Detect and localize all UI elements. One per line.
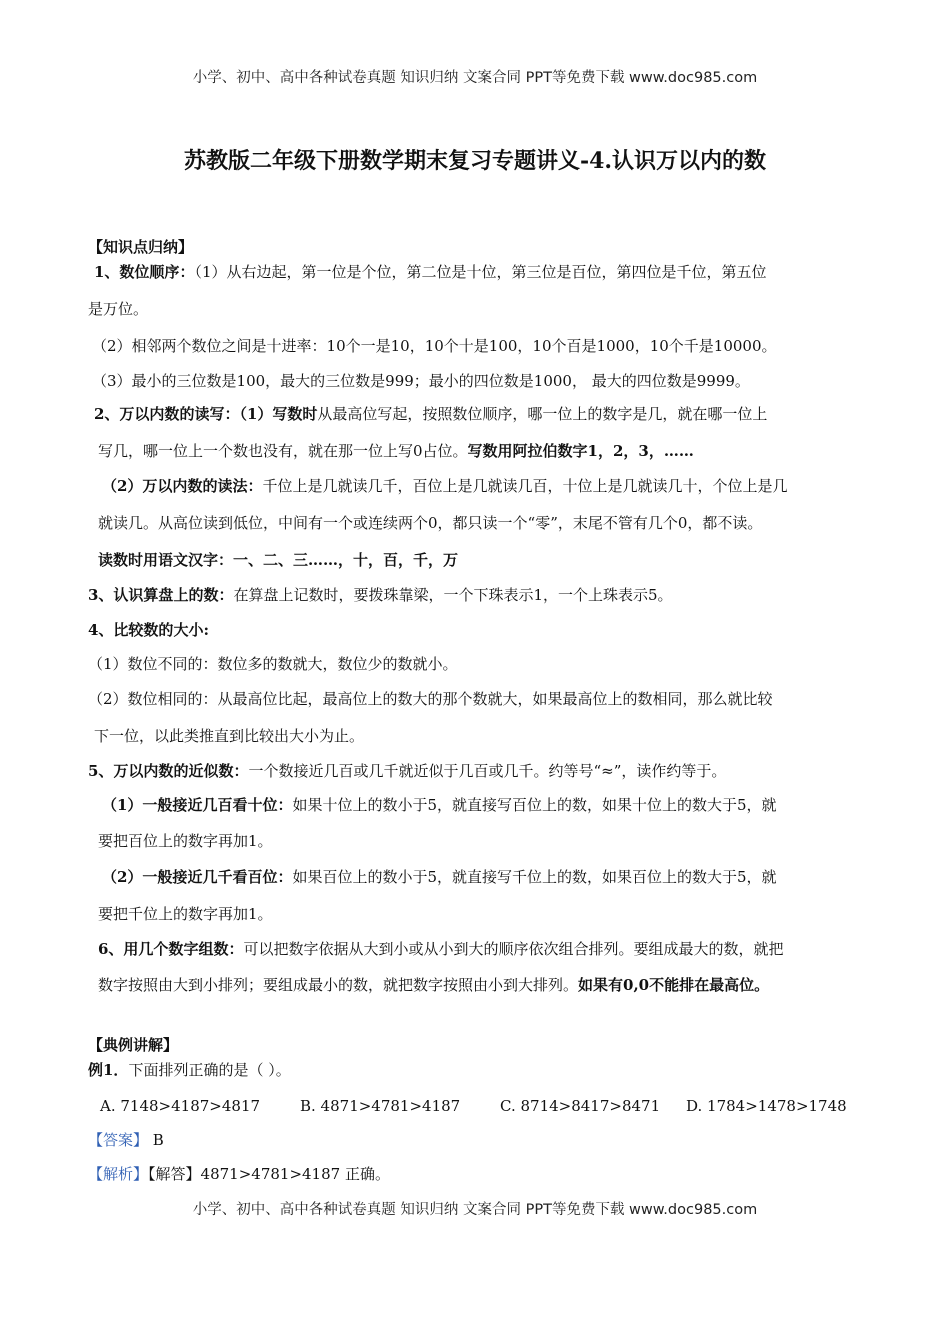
s5-line [88,761,726,781]
s2-label: 2、万以内数的读写： [94,405,240,423]
s6-line-a [98,939,783,959]
s4-item-2a: （2）数位相同的：从最高位比起，最高位上的数大的那个数就大，如果最高位上的数相同，那么就比较 [88,690,773,708]
option-a: A. 7148>4187>4817 [100,1097,261,1115]
examples-heading: 【典例讲解】 [88,1036,179,1054]
s4-label: 4、比较数的大小: [88,621,209,639]
option-d: D. 1784>1478>1748 [686,1097,847,1115]
s1-text-a: （1）从右边起，第一位是个位，第二位是十位，第三位是百位，第四位是千位，第五位 [194,263,767,281]
s5-1-b: 要把百位上的数字再加1。 [98,832,273,850]
analysis-tag: 【解析】 [88,1165,149,1183]
page-header: 小学、初中、高中各种试卷真题 知识归纳 文案合同 PPT等免费下载 www.doc985.com [192,70,758,86]
s2-read-b: 就读几。从高位读到低位，中间有一个或连续两个0，都只读一个“零”，末尾不管有几个0，都不读。 [98,514,763,532]
s6-bold: 如果有0,0不能排在最高位。 [578,976,770,994]
s1-item-2: （2）相邻两个数位之间是十进率：10个一是10，10个十是100，10个百是1000，10个千是10000。 [92,337,777,355]
s6-a: 可以把数字依据从大到小或从小到大的顺序依次组合排列。要组成最大的数，就把 [243,940,784,958]
s2-bold-b: 写数用阿拉伯数字1，2，3，…… [467,442,694,460]
s2-text-b: 写几，哪一位上一个数也没有，就在那一位上写0占位。 [98,442,468,460]
s2-read-c: 读数时用语文汉字：一、二、三……，十，百，千，万 [98,551,459,569]
s3-text: 在算盘上记数时，要拨珠靠梁，一个下珠表示1，一个上珠表示5。 [233,586,673,604]
s2-read-a: 千位上是几就读几千，百位上是几就读几百，十位上是几就读几十，个位上是几 [262,477,788,495]
example-1-text: 下面排列正确的是（ ）。 [128,1061,291,1079]
s2-sub1: （1）写数时 [239,405,318,423]
s5-2-label: （2）一般接近几千看百位： [102,868,293,886]
page-footer: 小学、初中、高中各种试卷真题 知识归纳 文案合同 PPT等免费下载 www.doc985.com [192,1202,758,1218]
s3-label: 3、认识算盘上的数： [88,586,234,604]
s5-2-line-a [102,867,777,887]
s1-line-a [94,262,767,282]
s2-line-a [94,404,767,424]
s6-line-b [98,975,769,995]
option-c: C. 8714>8417>8471 [500,1097,661,1115]
option-b: B. 4871>4781>4187 [300,1097,461,1115]
s2-read-label: （2）万以内数的读法： [102,477,263,495]
s2-read-line-a [102,476,787,496]
s5-label: 5、万以内数的近似数： [88,762,249,780]
analysis-sub: 【解答】 [148,1165,201,1183]
s5-2-a: 如果百位上的数小于5，就直接写千位上的数，如果百位上的数大于5，就 [292,868,777,886]
example-1-label: 例1． [88,1061,129,1079]
s6-b: 数字按照由大到小排列；要组成最小的数，就把数字按照由小到大排列。 [98,976,579,994]
s5-2-b: 要把千位上的数字再加1。 [98,905,273,923]
analysis-text: 4871>4781>4187 正确。 [200,1165,390,1183]
s2-text-a: 从最高位写起，按照数位顺序，哪一位上的数字是几，就在哪一位上 [317,405,768,423]
s4-item-1: （1）数位不同的：数位多的数就大，数位少的数就小。 [88,655,458,673]
s1-label: 1、数位顺序： [94,263,195,281]
example-1-question [88,1060,291,1080]
s5-text: 一个数接近几百或几千就近似于几百或几千。约等号“≈”，读作约等于。 [248,762,727,780]
s3-line [88,585,673,605]
knowledge-heading: 【知识点归纳】 [88,238,194,256]
answer-value: B [152,1131,164,1149]
answer-line [88,1130,164,1150]
page-title: 苏教版二年级下册数学期末复习专题讲义-4.认识万以内的数 [183,148,767,174]
s5-1-a: 如果十位上的数小于5，就直接写百位上的数，如果十位上的数大于5，就 [292,796,777,814]
s5-1-line-a [102,795,777,815]
s1-text-b: 是万位。 [88,300,149,318]
s6-label: 6、用几个数字组数： [98,940,244,958]
s4-item-2b: 下一位，以此类推直到比较出大小为止。 [94,727,365,745]
analysis-line [88,1164,390,1184]
s1-item-3: （3）最小的三位数是100，最大的三位数是999；最小的四位数是1000， 最大的四位数是9999。 [92,372,750,390]
s2-line-b [98,441,694,461]
s5-1-label: （1）一般接近几百看十位： [102,796,293,814]
answer-tag: 【答案】 [88,1131,149,1149]
